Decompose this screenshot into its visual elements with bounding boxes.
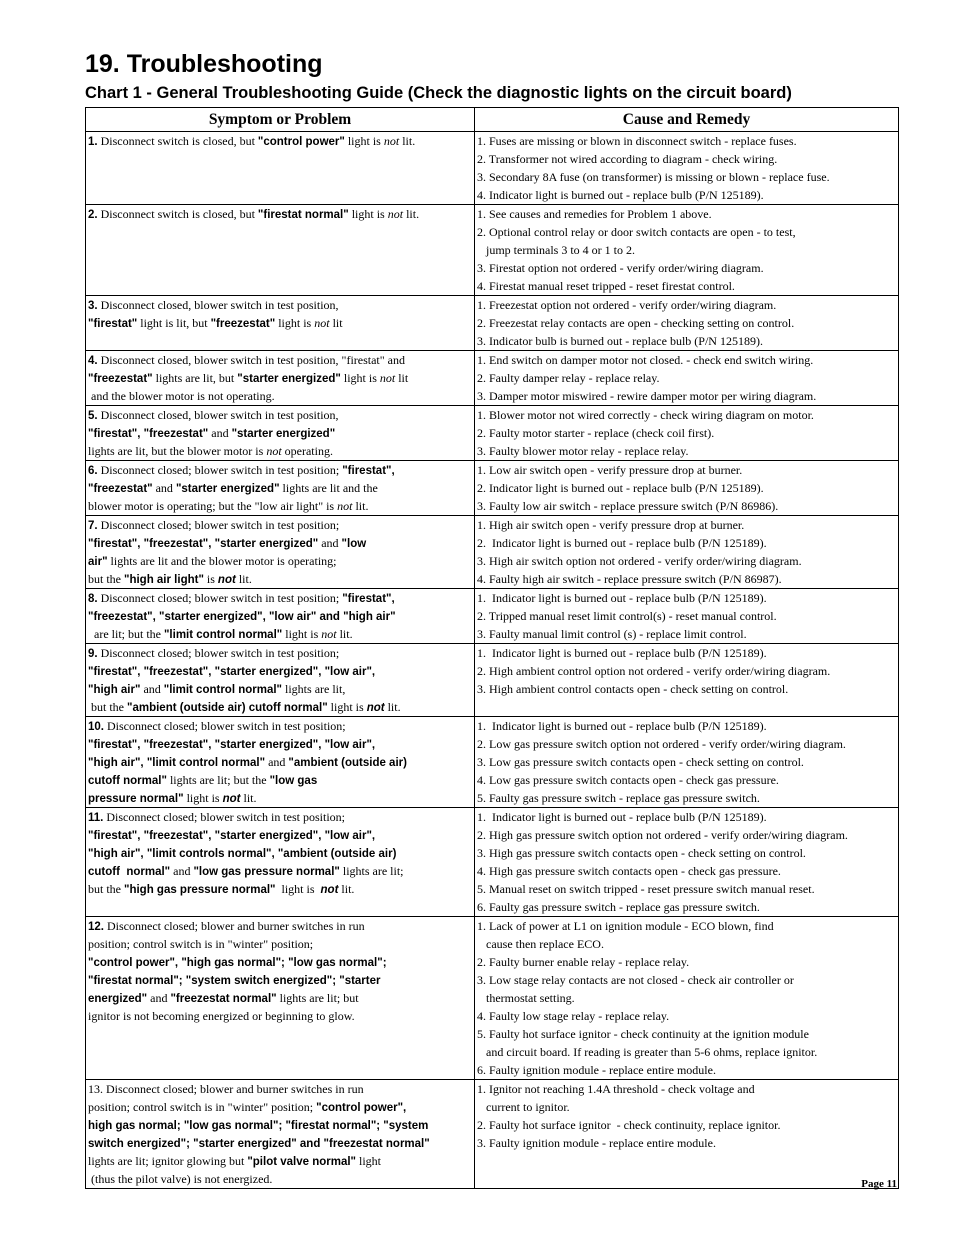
cause-item: 4. High gas pressure switch contacts open - check gas pressure. bbox=[477, 864, 781, 878]
problem-number: 9. bbox=[88, 648, 98, 660]
problem-number: 6. bbox=[88, 465, 98, 477]
cause-item: 2. Transformer not wired according to diagram - check wiring. bbox=[477, 152, 778, 166]
symptom-cell bbox=[86, 351, 475, 406]
page-title: 19. Troubleshooting bbox=[85, 50, 323, 78]
symptom-text: lights are lit, but the blower motor is bbox=[88, 444, 267, 458]
symptom-cell bbox=[86, 1080, 475, 1189]
cause-cell bbox=[475, 917, 899, 1080]
symptom-line bbox=[88, 953, 474, 971]
cause-item: cause then replace ECO. bbox=[477, 937, 604, 951]
symptom-line bbox=[88, 1098, 474, 1116]
symptom-text: air" bbox=[88, 556, 108, 568]
cause-item: 2. High gas pressure switch option not ordered - verify order/wiring diagram. bbox=[477, 828, 848, 842]
symptom-text: "freezestat" bbox=[88, 483, 153, 495]
symptom-line bbox=[88, 516, 474, 534]
symptom-text: and the blower motor is not operating. bbox=[88, 389, 275, 403]
cause-item: thermostat setting. bbox=[477, 991, 575, 1005]
symptom-text: but the bbox=[88, 700, 127, 714]
symptom-text: Disconnect closed; blower switch in test position; bbox=[104, 719, 346, 733]
symptom-text: not bbox=[320, 884, 339, 896]
symptom-line bbox=[88, 461, 474, 479]
symptom-text: Disconnect switch is closed, but bbox=[97, 134, 258, 148]
cause-item: 1. High air switch open - verify pressure drop at burner. bbox=[477, 518, 745, 532]
cause-cell bbox=[475, 717, 899, 808]
symptom-text: lights are lit and the bbox=[279, 481, 378, 495]
symptom-line bbox=[88, 880, 474, 898]
cause-cell bbox=[475, 406, 899, 461]
symptom-text: lights are lit and the blower motor is operating; bbox=[107, 554, 337, 568]
symptom-line bbox=[88, 989, 474, 1007]
symptom-text: energized" bbox=[88, 993, 148, 1005]
problem-number: 12. bbox=[88, 921, 104, 933]
cause-item: 6. Faulty gas pressure switch - replace gas pressure switch. bbox=[477, 900, 760, 914]
symptom-cell bbox=[86, 589, 475, 644]
symptom-text: "firestat", bbox=[342, 465, 395, 477]
table-row bbox=[86, 461, 899, 516]
symptom-text: Disconnect closed; blower switch in test position; bbox=[103, 810, 345, 824]
symptom-text: lit bbox=[329, 316, 343, 330]
column-header-cause: Cause and Remedy bbox=[475, 108, 899, 132]
symptom-line bbox=[88, 644, 474, 662]
symptom-text: and bbox=[208, 426, 232, 440]
cause-cell bbox=[475, 461, 899, 516]
symptom-text: "limit control normal" bbox=[163, 629, 283, 641]
table-header-row bbox=[86, 108, 899, 132]
cause-item: 3. Low stage relay contacts are not closed - check air controller or bbox=[477, 973, 794, 987]
symptom-text: "firestat normal"; "system switch energized"; "starter bbox=[88, 975, 381, 987]
cause-item: 2. Indicator light is burned out - replace bulb (P/N 125189). bbox=[477, 481, 764, 495]
symptom-line bbox=[88, 717, 474, 735]
symptom-text: lit. bbox=[384, 700, 401, 714]
cause-item: 2. Low gas pressure switch option not ordered - verify order/wiring diagram. bbox=[477, 737, 846, 751]
symptom-text: "control power" bbox=[257, 136, 345, 148]
cause-item: 3. High ambient control contacts open - check setting on control. bbox=[477, 682, 789, 696]
symptom-text: lit. bbox=[338, 882, 355, 896]
cause-item: 2. Tripped manual reset limit control(s) - reset manual control. bbox=[477, 609, 777, 623]
cause-item: 3. Secondary 8A fuse (on transformer) is missing or blown - replace fuse. bbox=[477, 170, 830, 184]
symptom-line bbox=[88, 789, 474, 807]
symptom-text: lit. bbox=[403, 207, 420, 221]
symptom-line bbox=[88, 698, 474, 716]
symptom-text: lights are lit; but bbox=[276, 991, 359, 1005]
symptom-text: light is bbox=[282, 627, 322, 641]
table-row bbox=[86, 808, 899, 917]
symptom-text: light bbox=[356, 1154, 382, 1168]
symptom-line bbox=[88, 862, 474, 880]
cause-item: 2. Faulty burner enable relay - replace relay. bbox=[477, 955, 690, 969]
symptom-text: pressure normal" bbox=[88, 793, 184, 805]
symptom-text: lights are lit, bbox=[282, 682, 346, 696]
symptom-text: "firestat normal" bbox=[257, 209, 349, 221]
symptom-text: is bbox=[203, 572, 218, 586]
symptom-line bbox=[88, 589, 474, 607]
symptom-text: not bbox=[217, 574, 236, 586]
symptom-text: cutoff normal" bbox=[88, 866, 171, 878]
symptom-text: lights are lit, but bbox=[152, 371, 238, 385]
cause-cell bbox=[475, 296, 899, 351]
symptom-text: and bbox=[152, 481, 176, 495]
symptom-text: "starter energized" bbox=[175, 483, 280, 495]
cause-item: 2. High ambient control option not ordered - verify order/wiring diagram. bbox=[477, 664, 831, 678]
symptom-line bbox=[88, 625, 474, 643]
symptom-line bbox=[88, 296, 474, 314]
symptom-text: "freezestat", "starter energized", "low air" and "high air" bbox=[88, 611, 396, 623]
problem-number: 5. bbox=[88, 410, 98, 422]
symptom-text: "firestat", "freezestat", "starter energized", "low air", bbox=[88, 739, 376, 751]
cause-item: 3. Firestat option not ordered - verify order/wiring diagram. bbox=[477, 261, 764, 275]
symptom-text: not bbox=[337, 499, 353, 513]
symptom-line bbox=[88, 771, 474, 789]
cause-item: 5. Faulty hot surface ignitor - check continuity at the ignition module bbox=[477, 1027, 809, 1041]
symptom-text: "control power", "high gas normal"; "low gas normal"; bbox=[88, 957, 387, 969]
symptom-text: "starter energized" bbox=[231, 428, 336, 440]
symptom-cell bbox=[86, 296, 475, 351]
symptom-text: cutoff normal" bbox=[88, 775, 167, 787]
symptom-line bbox=[88, 497, 474, 515]
cause-item: 3. High air switch option not ordered - verify order/wiring diagram. bbox=[477, 554, 802, 568]
symptom-text: lit. bbox=[399, 134, 416, 148]
symptom-line bbox=[88, 826, 474, 844]
symptom-text: "firestat", "freezestat", "starter energized" bbox=[88, 538, 319, 550]
symptom-text: "firestat", bbox=[342, 593, 395, 605]
symptom-line bbox=[88, 1007, 474, 1025]
cause-item: 1. Lack of power at L1 on ignition module - ECO blown, find bbox=[477, 919, 774, 933]
problem-number: 8. bbox=[88, 593, 98, 605]
cause-cell bbox=[475, 205, 899, 296]
symptom-text: Disconnect closed; blower switch in test position; bbox=[97, 463, 343, 477]
symptom-text: not bbox=[314, 316, 330, 330]
symptom-text: not bbox=[321, 627, 337, 641]
symptom-line bbox=[88, 132, 474, 150]
symptom-text: "high air light" bbox=[124, 574, 204, 586]
symptom-text: not bbox=[222, 793, 241, 805]
symptom-line bbox=[88, 1134, 474, 1152]
symptom-line bbox=[88, 844, 474, 862]
symptom-text: but the bbox=[88, 572, 124, 586]
symptom-text: and bbox=[170, 864, 194, 878]
cause-item: 1. Indicator light is burned out - replace bulb (P/N 125189). bbox=[477, 591, 767, 605]
symptom-text: light is bbox=[327, 700, 367, 714]
table-row bbox=[86, 406, 899, 461]
problem-number: 7. bbox=[88, 520, 98, 532]
cause-cell bbox=[475, 351, 899, 406]
symptom-text: "starter energized" bbox=[237, 373, 341, 385]
cause-item: 1. See causes and remedies for Problem 1 above. bbox=[477, 207, 712, 221]
symptom-text: Disconnect closed; blower switch in test position; bbox=[97, 518, 340, 532]
problem-number: 2. bbox=[88, 209, 98, 221]
troubleshooting-table bbox=[85, 107, 899, 1189]
symptom-text: lit. bbox=[336, 627, 353, 641]
cause-item: 2. Indicator light is burned out - replace bulb (P/N 125189). bbox=[477, 536, 767, 550]
symptom-text: "firestat" bbox=[88, 318, 138, 330]
symptom-text: light is bbox=[340, 371, 380, 385]
cause-item: 2. Optional control relay or door switch contacts are open - to test, bbox=[477, 225, 796, 239]
symptom-line bbox=[88, 534, 474, 552]
symptom-text: "low gas bbox=[269, 775, 318, 787]
symptom-text: light is bbox=[275, 882, 321, 896]
symptom-text: ignitor is not becoming energized or beginning to glow. bbox=[88, 1009, 355, 1023]
symptom-text: "high air", "limit controls normal", "ambient (outside air) bbox=[88, 848, 397, 860]
symptom-line bbox=[88, 971, 474, 989]
cause-item: 3. Low gas pressure switch contacts open - check setting on control. bbox=[477, 755, 804, 769]
symptom-text: 13. Disconnect closed; blower and burner switches in run bbox=[88, 1082, 364, 1096]
cause-item: 4. Faulty low stage relay - replace relay. bbox=[477, 1009, 670, 1023]
symptom-text: "pilot valve normal" bbox=[247, 1156, 357, 1168]
symptom-text: "ambient (outside air) cutoff normal" bbox=[127, 702, 328, 714]
page-number: Page 11 bbox=[861, 1178, 897, 1190]
symptom-text: lights are lit; ignitor glowing but bbox=[88, 1154, 248, 1168]
cause-item: 1. Indicator light is burned out - replace bulb (P/N 125189). bbox=[477, 646, 767, 660]
symptom-text: position; control switch is in "winter" position; bbox=[88, 937, 314, 951]
symptom-cell bbox=[86, 132, 475, 205]
symptom-line bbox=[88, 442, 474, 460]
symptom-text: position; control switch is in "winter" position; bbox=[88, 1100, 317, 1114]
symptom-text: lit bbox=[395, 371, 409, 385]
table-row bbox=[86, 351, 899, 406]
problem-number: 11. bbox=[88, 812, 104, 824]
symptom-text: light is bbox=[275, 316, 315, 330]
symptom-text: "high gas pressure normal" bbox=[124, 884, 276, 896]
symptom-text: not bbox=[387, 207, 404, 221]
symptom-text: lit. bbox=[240, 791, 257, 805]
symptom-text: light is bbox=[344, 134, 384, 148]
symptom-text: Disconnect closed; blower switch in test position; bbox=[97, 591, 343, 605]
symptom-text: Disconnect switch is closed, but bbox=[97, 207, 258, 221]
table-row bbox=[86, 132, 899, 205]
symptom-text: high gas normal; "low gas normal"; "firestat normal"; "system bbox=[88, 1120, 429, 1132]
symptom-line bbox=[88, 680, 474, 698]
cause-item: 3. Faulty ignition module - replace entire module. bbox=[477, 1136, 716, 1150]
cause-item: 4. Faulty high air switch - replace pressure switch (P/N 86987). bbox=[477, 572, 782, 586]
symptom-text: switch energized"; "starter energized" and "freezestat normal" bbox=[88, 1138, 430, 1150]
chart-subtitle: Chart 1 - General Troubleshooting Guide (Check the diagnostic lights on the circuit board) bbox=[85, 84, 792, 102]
symptom-text: "limit control normal" bbox=[163, 684, 283, 696]
cause-item: 3. Faulty manual limit control (s) - replace limit control. bbox=[477, 627, 747, 641]
symptom-line bbox=[88, 424, 474, 442]
symptom-text: light is lit, but bbox=[137, 316, 211, 330]
symptom-text: "freezestat" bbox=[210, 318, 276, 330]
symptom-text: "firestat", "freezestat" bbox=[88, 428, 209, 440]
cause-item: 2. Faulty damper relay - replace relay. bbox=[477, 371, 660, 385]
symptom-text: lit. bbox=[235, 572, 252, 586]
cause-item: 1. Blower motor not wired correctly - check wiring diagram on motor. bbox=[477, 408, 814, 422]
symptom-text: not bbox=[379, 371, 396, 385]
problem-number: 1. bbox=[88, 136, 98, 148]
cause-cell bbox=[475, 808, 899, 917]
symptom-text: "firestat", "freezestat", "starter energized", "low air", bbox=[88, 830, 376, 842]
symptom-cell bbox=[86, 205, 475, 296]
cause-item: 5. Faulty gas pressure switch - replace gas pressure switch. bbox=[477, 791, 760, 805]
symptom-text: Disconnect closed, blower switch in test position, bbox=[97, 298, 339, 312]
cause-item: 6. Faulty ignition module - replace entire module. bbox=[477, 1063, 716, 1077]
table-row bbox=[86, 1080, 899, 1189]
problem-number: 4. bbox=[88, 355, 98, 367]
symptom-line bbox=[88, 570, 474, 588]
symptom-text: and bbox=[265, 755, 289, 769]
symptom-text: "firestat", "freezestat", "starter energized", "low air", bbox=[88, 666, 376, 678]
cause-item: 1. End switch on damper motor not closed. - check end switch wiring. bbox=[477, 353, 814, 367]
cause-item: 1. Ignitor not reaching 1.4A threshold - check voltage and bbox=[477, 1082, 755, 1096]
symptom-text: lights are lit; but the bbox=[166, 773, 270, 787]
symptom-line bbox=[88, 662, 474, 680]
table-row bbox=[86, 644, 899, 717]
symptom-text: "control power", bbox=[316, 1102, 407, 1114]
cause-item: 3. Indicator bulb is burned out - replace bulb (P/N 125189). bbox=[477, 334, 763, 348]
symptom-cell bbox=[86, 406, 475, 461]
symptom-cell bbox=[86, 516, 475, 589]
symptom-line bbox=[88, 1170, 474, 1188]
symptom-text: and bbox=[140, 682, 164, 696]
symptom-text: not bbox=[366, 702, 385, 714]
cause-item: 1. Fuses are missing or blown in disconnect switch - replace fuses. bbox=[477, 134, 797, 148]
cause-item: jump terminals 3 to 4 or 1 to 2. bbox=[477, 243, 635, 257]
symptom-text: "low gas pressure normal" bbox=[193, 866, 340, 878]
cause-item: 1. Indicator light is burned out - replace bulb (P/N 125189). bbox=[477, 810, 767, 824]
cause-item: and circuit board. If reading is greater than 5-6 ohms, replace ignitor. bbox=[477, 1045, 818, 1059]
symptom-text: lights are lit; bbox=[339, 864, 404, 878]
cause-cell bbox=[475, 1080, 899, 1189]
cause-item: 3. Damper motor miswired - rewire damper motor per wiring diagram. bbox=[477, 389, 817, 403]
symptom-line bbox=[88, 1152, 474, 1170]
symptom-text: Disconnect closed; blower and burner switches in run bbox=[104, 919, 365, 933]
table-row bbox=[86, 717, 899, 808]
symptom-line bbox=[88, 552, 474, 570]
symptom-line bbox=[88, 314, 474, 332]
table-body bbox=[86, 132, 899, 1189]
symptom-cell bbox=[86, 717, 475, 808]
table-row bbox=[86, 296, 899, 351]
symptom-line bbox=[88, 1080, 474, 1098]
symptom-text: "freezestat" bbox=[88, 373, 153, 385]
symptom-cell bbox=[86, 461, 475, 516]
symptom-text: (thus the pilot valve) is not energized. bbox=[88, 1172, 273, 1186]
symptom-text: Disconnect closed, blower switch in test position, bbox=[97, 408, 339, 422]
symptom-text: not bbox=[383, 134, 400, 148]
cause-cell bbox=[475, 132, 899, 205]
cause-cell bbox=[475, 644, 899, 717]
cause-item: 2. Faulty hot surface ignitor - check continuity, replace ignitor. bbox=[477, 1118, 781, 1132]
cause-item: 5. Manual reset on switch tripped - reset pressure switch manual reset. bbox=[477, 882, 815, 896]
cause-item: 2. Freezestat relay contacts are open - checking setting on control. bbox=[477, 316, 795, 330]
symptom-text: lit. bbox=[352, 499, 369, 513]
problem-number: 3. bbox=[88, 300, 98, 312]
symptom-line bbox=[88, 369, 474, 387]
table-row bbox=[86, 589, 899, 644]
symptom-text: "high air", "limit control normal" bbox=[88, 757, 266, 769]
symptom-line bbox=[88, 935, 474, 953]
symptom-line bbox=[88, 753, 474, 771]
symptom-text: "ambient (outside air) bbox=[288, 757, 407, 769]
symptom-text: Disconnect closed, blower switch in test position, "firestat" and bbox=[97, 353, 405, 367]
symptom-line bbox=[88, 205, 474, 223]
symptom-text: but the bbox=[88, 882, 124, 896]
symptom-cell bbox=[86, 808, 475, 917]
symptom-line bbox=[88, 607, 474, 625]
symptom-text: "low bbox=[341, 538, 367, 550]
cause-item: 1. Low air switch open - verify pressure drop at burner. bbox=[477, 463, 743, 477]
cause-item: 1. Freezestat option not ordered - verify order/wiring diagram. bbox=[477, 298, 777, 312]
cause-item: 4. Firestat manual reset tripped - reset firestat control. bbox=[477, 279, 735, 293]
table-row bbox=[86, 917, 899, 1080]
symptom-text: "high air" bbox=[88, 684, 141, 696]
cause-item: current to ignitor. bbox=[477, 1100, 570, 1114]
cause-cell bbox=[475, 589, 899, 644]
symptom-text: light is bbox=[183, 791, 223, 805]
symptom-text: and bbox=[147, 991, 171, 1005]
cause-item: 1. Indicator light is burned out - replace bulb (P/N 125189). bbox=[477, 719, 767, 733]
symptom-line bbox=[88, 406, 474, 424]
column-header-symptom: Symptom or Problem bbox=[86, 108, 475, 132]
symptom-cell bbox=[86, 644, 475, 717]
problem-number: 10. bbox=[88, 721, 104, 733]
symptom-text: Disconnect closed; blower switch in test position; bbox=[97, 646, 340, 660]
cause-item: 3. Faulty low air switch - replace pressure switch (P/N 86986). bbox=[477, 499, 779, 513]
symptom-line bbox=[88, 479, 474, 497]
symptom-text: are lit; but the bbox=[88, 627, 164, 641]
symptom-text: and bbox=[318, 536, 342, 550]
symptom-line bbox=[88, 351, 474, 369]
symptom-line bbox=[88, 1116, 474, 1134]
table-row bbox=[86, 516, 899, 589]
cause-item: 2. Faulty motor starter - replace (check coil first). bbox=[477, 426, 715, 440]
symptom-line bbox=[88, 735, 474, 753]
symptom-cell bbox=[86, 917, 475, 1080]
cause-cell bbox=[475, 516, 899, 589]
symptom-text: not bbox=[266, 444, 282, 458]
table-row bbox=[86, 205, 899, 296]
cause-item: 4. Low gas pressure switch contacts open - check gas pressure. bbox=[477, 773, 779, 787]
cause-item: 3. High gas pressure switch contacts open - check setting on control. bbox=[477, 846, 806, 860]
symptom-text: operating. bbox=[281, 444, 333, 458]
cause-item: 3. Faulty blower motor relay - replace relay. bbox=[477, 444, 689, 458]
symptom-line bbox=[88, 917, 474, 935]
symptom-text: "freezestat normal" bbox=[170, 993, 277, 1005]
symptom-text: light is bbox=[348, 207, 388, 221]
cause-item: 4. Indicator light is burned out - replace bulb (P/N 125189). bbox=[477, 188, 764, 202]
symptom-line bbox=[88, 808, 474, 826]
symptom-text: blower motor is operating; but the "low air light" is bbox=[88, 499, 338, 513]
symptom-line bbox=[88, 387, 474, 405]
